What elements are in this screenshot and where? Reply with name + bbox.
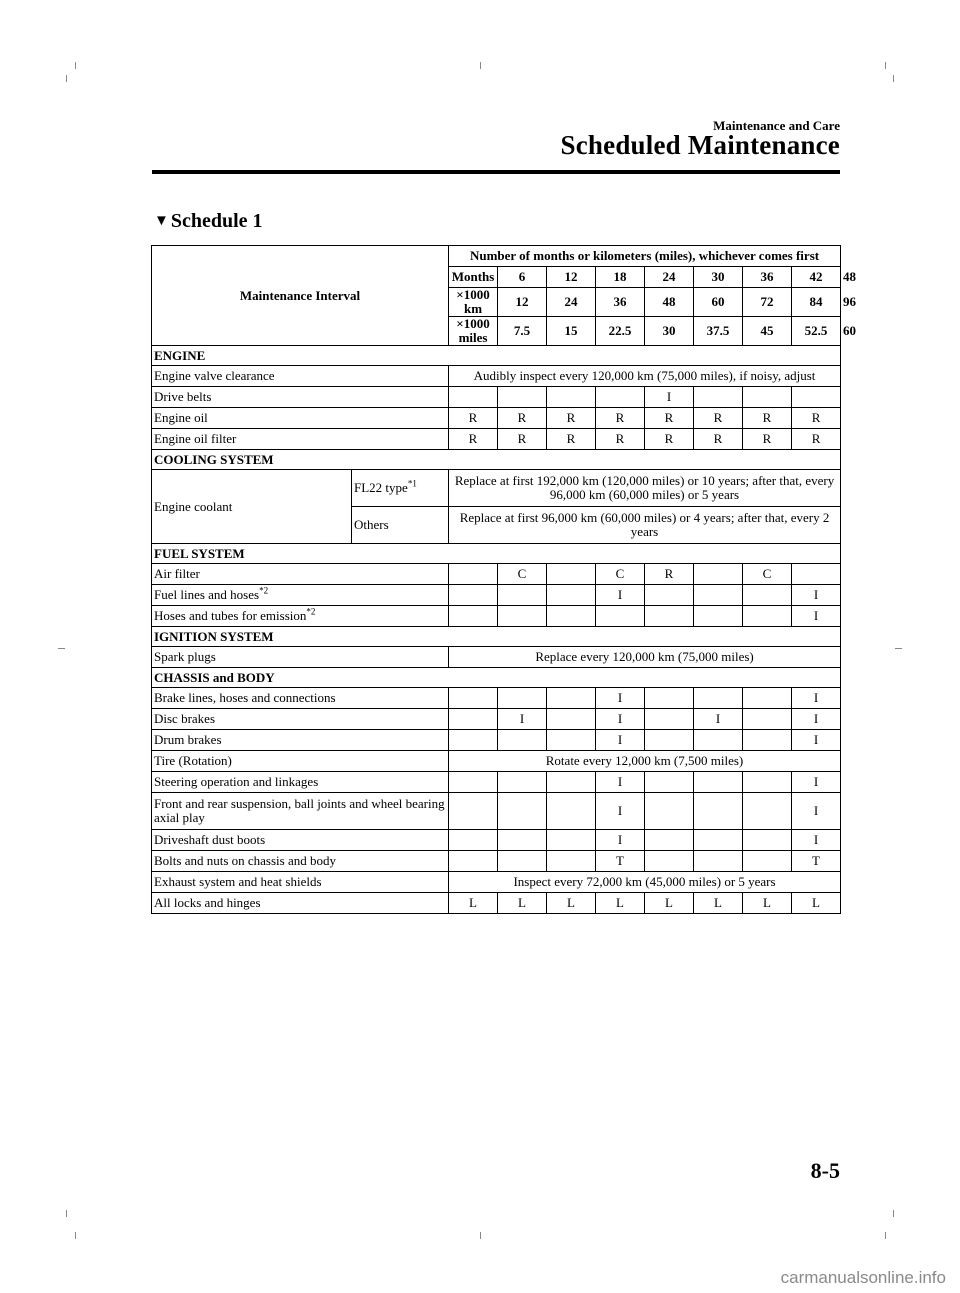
km-value: 12	[498, 288, 547, 317]
interval-cell	[498, 688, 547, 709]
interval-cell	[694, 793, 743, 830]
item-label-cell	[152, 647, 449, 668]
instruction-cell: Rotate every 12,000 km (7,500 miles)	[449, 751, 841, 772]
months-value: 18	[596, 267, 645, 288]
triangle-down-icon: ▼	[154, 213, 169, 229]
table-row	[152, 585, 841, 606]
footnote-marker: *1	[407, 478, 417, 489]
item-label-cell	[152, 470, 352, 544]
section-title: IGNITION SYSTEM	[152, 627, 841, 647]
miles-value: 37.5	[694, 317, 743, 346]
interval-cell: L	[547, 893, 596, 914]
miles-label: ×1000 miles	[449, 317, 498, 346]
interval-cell	[743, 709, 792, 730]
item-label: Exhaust system and heat shields	[154, 874, 322, 889]
item-label-cell	[152, 366, 449, 387]
page-number: 8-5	[810, 1158, 840, 1183]
interval-cell: R	[645, 408, 694, 429]
interval-cell: L	[449, 893, 498, 914]
interval-cell	[694, 830, 743, 851]
interval-cell	[449, 730, 498, 751]
interval-cell	[596, 387, 645, 408]
instruction-cell: Audibly inspect every 120,000 km (75,000 miles), if noisy, adjust	[449, 366, 841, 387]
interval-cell	[694, 851, 743, 872]
km-value: 24	[547, 288, 596, 317]
interval-cell	[694, 564, 743, 585]
section-row	[152, 544, 841, 564]
interval-cell	[596, 606, 645, 627]
interval-cell: R	[792, 408, 841, 429]
interval-cell: R	[449, 429, 498, 450]
interval-cell: R	[547, 408, 596, 429]
interval-cell: L	[743, 893, 792, 914]
interval-cell: C	[743, 564, 792, 585]
interval-cell	[498, 387, 547, 408]
section-title: CHASSIS and BODY	[152, 668, 841, 688]
interval-cell	[449, 851, 498, 872]
interval-cell: I	[596, 772, 645, 793]
interval-cell	[547, 793, 596, 830]
interval-cell: T	[596, 851, 645, 872]
miles-value: 45	[743, 317, 792, 346]
interval-cell	[694, 772, 743, 793]
section-title: COOLING SYSTEM	[152, 450, 841, 470]
footnote-marker: *2	[259, 585, 269, 596]
item-label-cell	[152, 793, 449, 830]
item-label-cell	[152, 893, 449, 914]
interval-cell	[498, 730, 547, 751]
crop-mark	[480, 1232, 481, 1239]
km-value: 72	[743, 288, 792, 317]
interval-cell	[645, 772, 694, 793]
miles-value: 22.5	[596, 317, 645, 346]
interval-cell: I	[792, 606, 841, 627]
section-title: ENGINE	[152, 346, 841, 366]
table-row	[152, 709, 841, 730]
watermark: carmanualsonline.info	[780, 1268, 946, 1287]
item-label: Drum brakes	[154, 732, 222, 747]
interval-cell	[694, 585, 743, 606]
interval-cell	[449, 585, 498, 606]
item-label-cell	[152, 872, 449, 893]
item-label-cell	[152, 688, 449, 709]
instruction-cell: Replace at first 192,000 km (120,000 miles) or 10 years; after that, every 96,000 km (60,000 miles) or 5 years	[449, 470, 841, 507]
interval-cell	[645, 709, 694, 730]
interval-cell	[743, 730, 792, 751]
interval-cell: L	[498, 893, 547, 914]
interval-cell: R	[596, 429, 645, 450]
span-title: Number of months or kilometers (miles), whichever comes first	[449, 246, 841, 267]
item-label: Spark plugs	[154, 649, 216, 664]
interval-cell: I	[645, 387, 694, 408]
interval-cell	[498, 851, 547, 872]
interval-cell: I	[596, 688, 645, 709]
table-row	[152, 564, 841, 585]
miles-value: 52.5	[792, 317, 841, 346]
table-row	[152, 772, 841, 793]
interval-cell: R	[547, 429, 596, 450]
months-value: 30	[694, 267, 743, 288]
item-label: Disc brakes	[154, 711, 216, 726]
interval-cell	[694, 688, 743, 709]
item-label-cell	[352, 470, 449, 507]
item-label-cell	[152, 730, 449, 751]
crop-mark	[480, 62, 481, 69]
interval-cell	[645, 606, 694, 627]
crop-mark	[75, 1232, 76, 1239]
item-label: All locks and hinges	[154, 895, 261, 910]
months-value: 36	[743, 267, 792, 288]
interval-cell	[449, 387, 498, 408]
interval-cell: L	[645, 893, 694, 914]
interval-cell: R	[694, 429, 743, 450]
table-row	[152, 606, 841, 627]
interval-cell	[743, 387, 792, 408]
km-value: 60	[694, 288, 743, 317]
interval-cell: I	[792, 772, 841, 793]
interval-cell	[645, 585, 694, 606]
interval-cell	[498, 772, 547, 793]
interval-cell: I	[596, 709, 645, 730]
interval-header-row	[152, 246, 841, 267]
crop-mark	[893, 75, 894, 82]
interval-cell	[547, 387, 596, 408]
interval-cell	[547, 772, 596, 793]
crop-mark	[75, 62, 76, 69]
crop-mark	[885, 1232, 886, 1239]
crop-mark	[885, 62, 886, 69]
instruction-cell: Replace at first 96,000 km (60,000 miles) or 4 years; after that, every 2 years	[449, 507, 841, 544]
header-kicker: Maintenance and Care	[713, 118, 840, 133]
item-label-cell	[152, 772, 449, 793]
item-label: Drive belts	[154, 389, 212, 404]
interval-cell: R	[498, 408, 547, 429]
interval-cell: C	[596, 564, 645, 585]
table-row	[152, 751, 841, 772]
table-row	[152, 647, 841, 668]
interval-cell: I	[792, 709, 841, 730]
section-row	[152, 450, 841, 470]
km-label: ×1000 km	[449, 288, 498, 317]
table-row	[152, 366, 841, 387]
interval-cell	[694, 730, 743, 751]
interval-cell: I	[792, 830, 841, 851]
item-label-cell	[352, 507, 449, 544]
section-heading	[154, 210, 263, 233]
interval-cell: L	[596, 893, 645, 914]
item-label: Fuel lines and hoses	[154, 587, 260, 602]
instruction-cell: Replace every 120,000 km (75,000 miles)	[449, 647, 841, 668]
months-value: 24	[645, 267, 694, 288]
interval-cell	[743, 606, 792, 627]
interval-cell	[743, 851, 792, 872]
table-row	[152, 387, 841, 408]
table-row	[152, 730, 841, 751]
maintenance-schedule-table	[151, 245, 857, 914]
item-label: Tire (Rotation)	[154, 753, 232, 768]
item-label: Engine valve clearance	[154, 368, 275, 383]
interval-cell	[645, 730, 694, 751]
item-label: Front and rear suspension, ball joints and wheel bearing axial play	[154, 796, 445, 825]
item-label-cell	[152, 429, 449, 450]
table-row	[152, 872, 841, 893]
item-label-cell	[152, 830, 449, 851]
instruction-cell: Inspect every 72,000 km (45,000 miles) or 5 years	[449, 872, 841, 893]
interval-cell	[792, 387, 841, 408]
interval-cell	[498, 585, 547, 606]
table-row	[152, 429, 841, 450]
interval-cell: R	[645, 429, 694, 450]
km-value: 36	[596, 288, 645, 317]
interval-cell	[743, 772, 792, 793]
interval-cell	[645, 688, 694, 709]
interval-cell	[547, 688, 596, 709]
months-label: Months	[449, 267, 498, 288]
section-title: Schedule 1	[170, 210, 263, 232]
months-value: 42	[792, 267, 841, 288]
table-row	[152, 893, 841, 914]
interval-cell: I	[596, 585, 645, 606]
item-label: Air filter	[154, 566, 200, 581]
table-row	[152, 470, 841, 507]
miles-value: 7.5	[498, 317, 547, 346]
interval-cell	[645, 830, 694, 851]
interval-cell	[743, 585, 792, 606]
item-label-cell	[152, 408, 449, 429]
interval-cell: R	[498, 429, 547, 450]
interval-cell: R	[694, 408, 743, 429]
months-value: 12	[547, 267, 596, 288]
item-label-cell	[152, 387, 449, 408]
interval-cell	[547, 730, 596, 751]
interval-cell	[449, 772, 498, 793]
interval-cell	[743, 688, 792, 709]
interval-cell	[694, 606, 743, 627]
interval-cell	[449, 606, 498, 627]
interval-cell: I	[792, 793, 841, 830]
interval-cell	[449, 688, 498, 709]
miles-value: 30	[645, 317, 694, 346]
interval-cell	[449, 830, 498, 851]
months-row: Months 6 12 18 24 30 36 42 48	[152, 267, 841, 288]
interval-cell: I	[596, 830, 645, 851]
interval-cell	[498, 830, 547, 851]
crop-mark	[893, 1210, 894, 1217]
interval-cell: I	[792, 585, 841, 606]
interval-cell: T	[792, 851, 841, 872]
item-label-cell	[152, 564, 449, 585]
page-title: Scheduled Maintenance	[560, 130, 840, 160]
crop-mark	[66, 75, 67, 82]
interval-cell	[743, 830, 792, 851]
section-row	[152, 346, 841, 366]
crop-mark	[895, 648, 902, 649]
interval-cell: I	[498, 709, 547, 730]
months-value: 6	[498, 267, 547, 288]
interval-cell: R	[743, 408, 792, 429]
section-row	[152, 627, 841, 647]
table-row	[152, 408, 841, 429]
table-row	[152, 851, 841, 872]
interval-cell	[547, 851, 596, 872]
item-label: Hoses and tubes for emission	[154, 608, 307, 623]
interval-cell: I	[792, 730, 841, 751]
footnote-marker: *2	[306, 606, 316, 617]
crop-mark	[58, 648, 65, 649]
km-value: 48	[645, 288, 694, 317]
interval-cell	[449, 709, 498, 730]
interval-cell	[547, 709, 596, 730]
interval-cell	[449, 793, 498, 830]
item-label: Engine coolant	[154, 498, 233, 514]
interval-cell	[645, 793, 694, 830]
km-row: ×1000 km 12 24 36 48 60 72 84 96	[152, 288, 841, 317]
km-value: 84	[792, 288, 841, 317]
interval-cell	[792, 564, 841, 585]
item-label: Driveshaft dust boots	[154, 832, 266, 847]
item-label: Brake lines, hoses and connections	[154, 690, 336, 705]
item-label: FL22 type	[354, 480, 408, 495]
item-label-cell	[152, 585, 449, 606]
interval-cell: I	[694, 709, 743, 730]
interval-cell: I	[596, 730, 645, 751]
interval-cell: R	[449, 408, 498, 429]
interval-cell	[547, 606, 596, 627]
item-label: Others	[354, 517, 389, 532]
interval-cell	[547, 830, 596, 851]
item-label-cell	[152, 751, 449, 772]
interval-cell: R	[596, 408, 645, 429]
section-row	[152, 668, 841, 688]
interval-cell	[645, 851, 694, 872]
interval-cell: R	[743, 429, 792, 450]
interval-cell	[547, 564, 596, 585]
interval-cell: L	[792, 893, 841, 914]
item-label-cell	[152, 709, 449, 730]
interval-cell	[547, 585, 596, 606]
interval-cell	[498, 793, 547, 830]
interval-label: Maintenance Interval	[152, 246, 449, 346]
item-label-cell	[152, 606, 449, 627]
title-rule	[152, 170, 840, 174]
interval-cell	[449, 564, 498, 585]
table-row	[152, 830, 841, 851]
item-label: Bolts and nuts on chassis and body	[154, 853, 336, 868]
item-label-cell	[152, 851, 449, 872]
interval-cell: C	[498, 564, 547, 585]
table-row	[152, 793, 841, 830]
interval-cell: R	[792, 429, 841, 450]
crop-mark	[66, 1210, 67, 1217]
interval-cell	[498, 606, 547, 627]
interval-cell: L	[694, 893, 743, 914]
table-row	[152, 688, 841, 709]
interval-cell: R	[645, 564, 694, 585]
section-title: FUEL SYSTEM	[152, 544, 841, 564]
item-label: Engine oil filter	[154, 431, 237, 446]
interval-cell	[694, 387, 743, 408]
miles-value: 15	[547, 317, 596, 346]
interval-cell: I	[596, 793, 645, 830]
item-label: Engine oil	[154, 410, 208, 425]
item-label: Steering operation and linkages	[154, 774, 319, 789]
interval-cell	[743, 793, 792, 830]
miles-row: ×1000 miles 7.5 15 22.5 30 37.5 45 52.5 60	[152, 317, 841, 346]
interval-cell: I	[792, 688, 841, 709]
